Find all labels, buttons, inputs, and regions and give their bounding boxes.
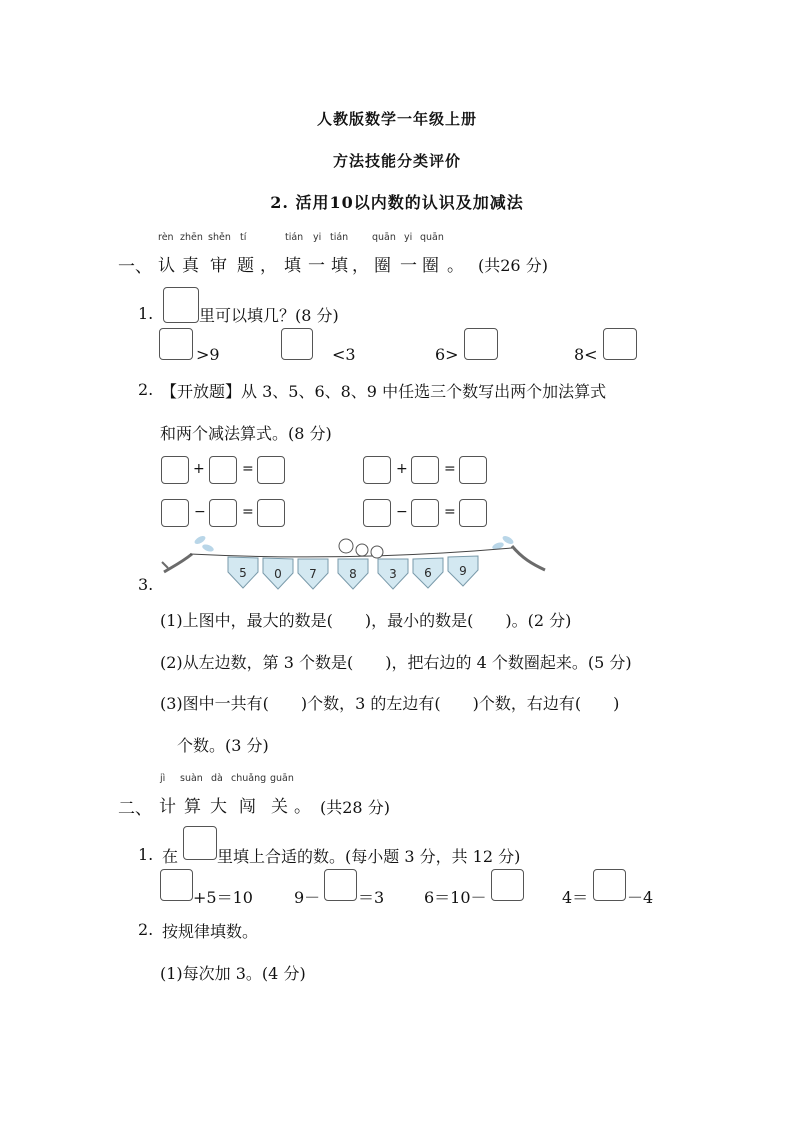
- header-line1: 人教版数学一年级上册: [316, 110, 477, 128]
- q1-item1: >9: [196, 345, 220, 364]
- pinyin-quan2: quān: [420, 232, 444, 243]
- s2-q1-expr3: 6＝10－: [424, 888, 487, 907]
- answer-box[interactable]: [161, 456, 189, 484]
- pinyin-yi2: yi: [404, 232, 413, 243]
- char-comma1: ，: [260, 256, 277, 276]
- answer-box[interactable]: [160, 869, 193, 901]
- char-period: 。: [447, 256, 464, 276]
- answer-box[interactable]: [363, 499, 391, 527]
- pinyin-guan: guān: [270, 773, 294, 784]
- answer-box[interactable]: [163, 287, 199, 323]
- pinyin-quan1: quān: [372, 232, 396, 243]
- answer-box[interactable]: [257, 456, 285, 484]
- q2-line1: 【开放题】从 3、5、6、8、9 中任选三个数写出两个加法算式: [161, 382, 607, 401]
- flag-number: 8: [349, 567, 357, 581]
- flag-number: 7: [309, 567, 317, 581]
- char-da: 大: [210, 797, 227, 817]
- q3-part2: (2)从左边数，第 3 个数是( )，把右边的 4 个数圈起来。(5 分): [160, 653, 632, 672]
- pinyin-chuang: chuǎng: [231, 773, 267, 784]
- answer-box[interactable]: [209, 499, 237, 527]
- char-ji: 计: [159, 797, 176, 817]
- header-line2: 方法技能分类评价: [332, 152, 461, 170]
- q1-text: 里可以填几？(8 分): [199, 306, 339, 325]
- answer-box[interactable]: [159, 328, 193, 360]
- s2-q1-expr4-start: 4＝: [562, 888, 589, 907]
- s2-q1-text: 里填上合适的数。(每小题 3 分，共 12 分): [217, 847, 521, 866]
- s2-q1-expr4-end: －4: [627, 888, 654, 907]
- char-ti: 题: [237, 256, 254, 276]
- answer-box[interactable]: [183, 826, 217, 860]
- answer-box[interactable]: [411, 456, 439, 484]
- char-quan1: 圈: [374, 256, 391, 276]
- q3-part3: (3)图中一共有( )个数，3 的左边有( )个数，右边有( ): [160, 694, 620, 713]
- flag-number: 6: [424, 566, 432, 580]
- answer-box[interactable]: [459, 456, 487, 484]
- s2-q1-expr2-start: 9－: [294, 888, 321, 907]
- header-line3: 2. 活用10以内数的认识及加减法: [270, 193, 524, 212]
- equals-sign: =: [242, 504, 254, 520]
- q1-item4: 8<: [574, 345, 598, 364]
- q3-part3-continued: 个数。(3 分): [177, 736, 269, 755]
- answer-box[interactable]: [209, 456, 237, 484]
- equals-sign: =: [444, 504, 456, 520]
- pinyin-suan: suàn: [180, 773, 203, 784]
- q1-item3: 6>: [435, 345, 459, 364]
- q1-number: 1.: [138, 304, 154, 323]
- pinyin-ji: jì: [160, 773, 166, 784]
- s2-q2-number: 2.: [138, 920, 154, 939]
- pinyin-yi1: yi: [313, 232, 322, 243]
- minus-sign: −: [194, 504, 206, 520]
- section2-number: 二、: [118, 799, 152, 819]
- char-quan2: 圈: [422, 256, 439, 276]
- char-suan: 算: [184, 797, 201, 817]
- char-tian2: 填: [331, 256, 348, 276]
- answer-box[interactable]: [459, 499, 487, 527]
- s2-q1-pre: 在: [162, 847, 179, 866]
- char-ren: 认: [158, 256, 175, 276]
- answer-box[interactable]: [363, 456, 391, 484]
- char-yi2: 一: [400, 256, 417, 276]
- answer-box[interactable]: [324, 869, 357, 901]
- s2-q2-part1: (1)每次加 3。(4 分): [160, 964, 306, 983]
- answer-box[interactable]: [593, 869, 626, 901]
- char-comma2: ，: [352, 256, 369, 276]
- char-shen: 审: [210, 256, 227, 276]
- q1-item2: <3: [332, 345, 356, 364]
- flag-number: 3: [389, 567, 397, 581]
- char-chuang: 闯: [239, 797, 256, 817]
- answer-box[interactable]: [257, 499, 285, 527]
- char-tian1: 填: [284, 256, 301, 276]
- section2-score: (共28 分): [320, 798, 390, 817]
- plus-sign: +: [193, 461, 205, 477]
- flag-number: 9: [459, 564, 467, 578]
- char-yi1: 一: [308, 256, 325, 276]
- q3-part1: (1)上图中，最大的数是( )，最小的数是( )。(2 分): [160, 611, 572, 630]
- s2-q2-text: 按规律填数。: [162, 922, 259, 941]
- pinyin-ren: rèn: [158, 232, 174, 243]
- pinyin-ti: tí: [240, 232, 247, 243]
- equals-sign: =: [242, 461, 254, 477]
- answer-box[interactable]: [603, 328, 637, 360]
- s2-q1-expr1: +5＝10: [193, 888, 253, 907]
- s2-q1-expr2-end: ＝3: [358, 888, 385, 907]
- answer-box[interactable]: [161, 499, 189, 527]
- flag-number: 0: [274, 567, 282, 581]
- char-zhen: 真: [182, 256, 199, 276]
- pinyin-da: dà: [211, 773, 223, 784]
- answer-box[interactable]: [281, 328, 313, 360]
- pinyin-shen: shěn: [208, 232, 231, 243]
- char-guan: 关: [271, 797, 288, 817]
- answer-box[interactable]: [491, 869, 524, 901]
- char-period2: 。: [294, 797, 311, 817]
- equals-sign: =: [444, 461, 456, 477]
- q3-number: 3.: [138, 575, 154, 594]
- plus-sign: +: [396, 461, 408, 477]
- flag-number: 5: [239, 566, 247, 580]
- number-bunting-illustration: [160, 532, 550, 594]
- pinyin-zhen: zhēn: [180, 232, 203, 243]
- s2-q1-number: 1.: [138, 845, 154, 864]
- q2-line2: 和两个减法算式。(8 分): [160, 424, 332, 443]
- answer-box[interactable]: [411, 499, 439, 527]
- section1-number: 一、: [118, 257, 152, 277]
- pinyin-tian1: tián: [285, 232, 304, 243]
- q2-number: 2.: [138, 380, 154, 399]
- pinyin-tian2: tián: [330, 232, 349, 243]
- answer-box[interactable]: [464, 328, 498, 360]
- minus-sign: −: [396, 504, 408, 520]
- section1-score: (共26 分): [478, 256, 548, 275]
